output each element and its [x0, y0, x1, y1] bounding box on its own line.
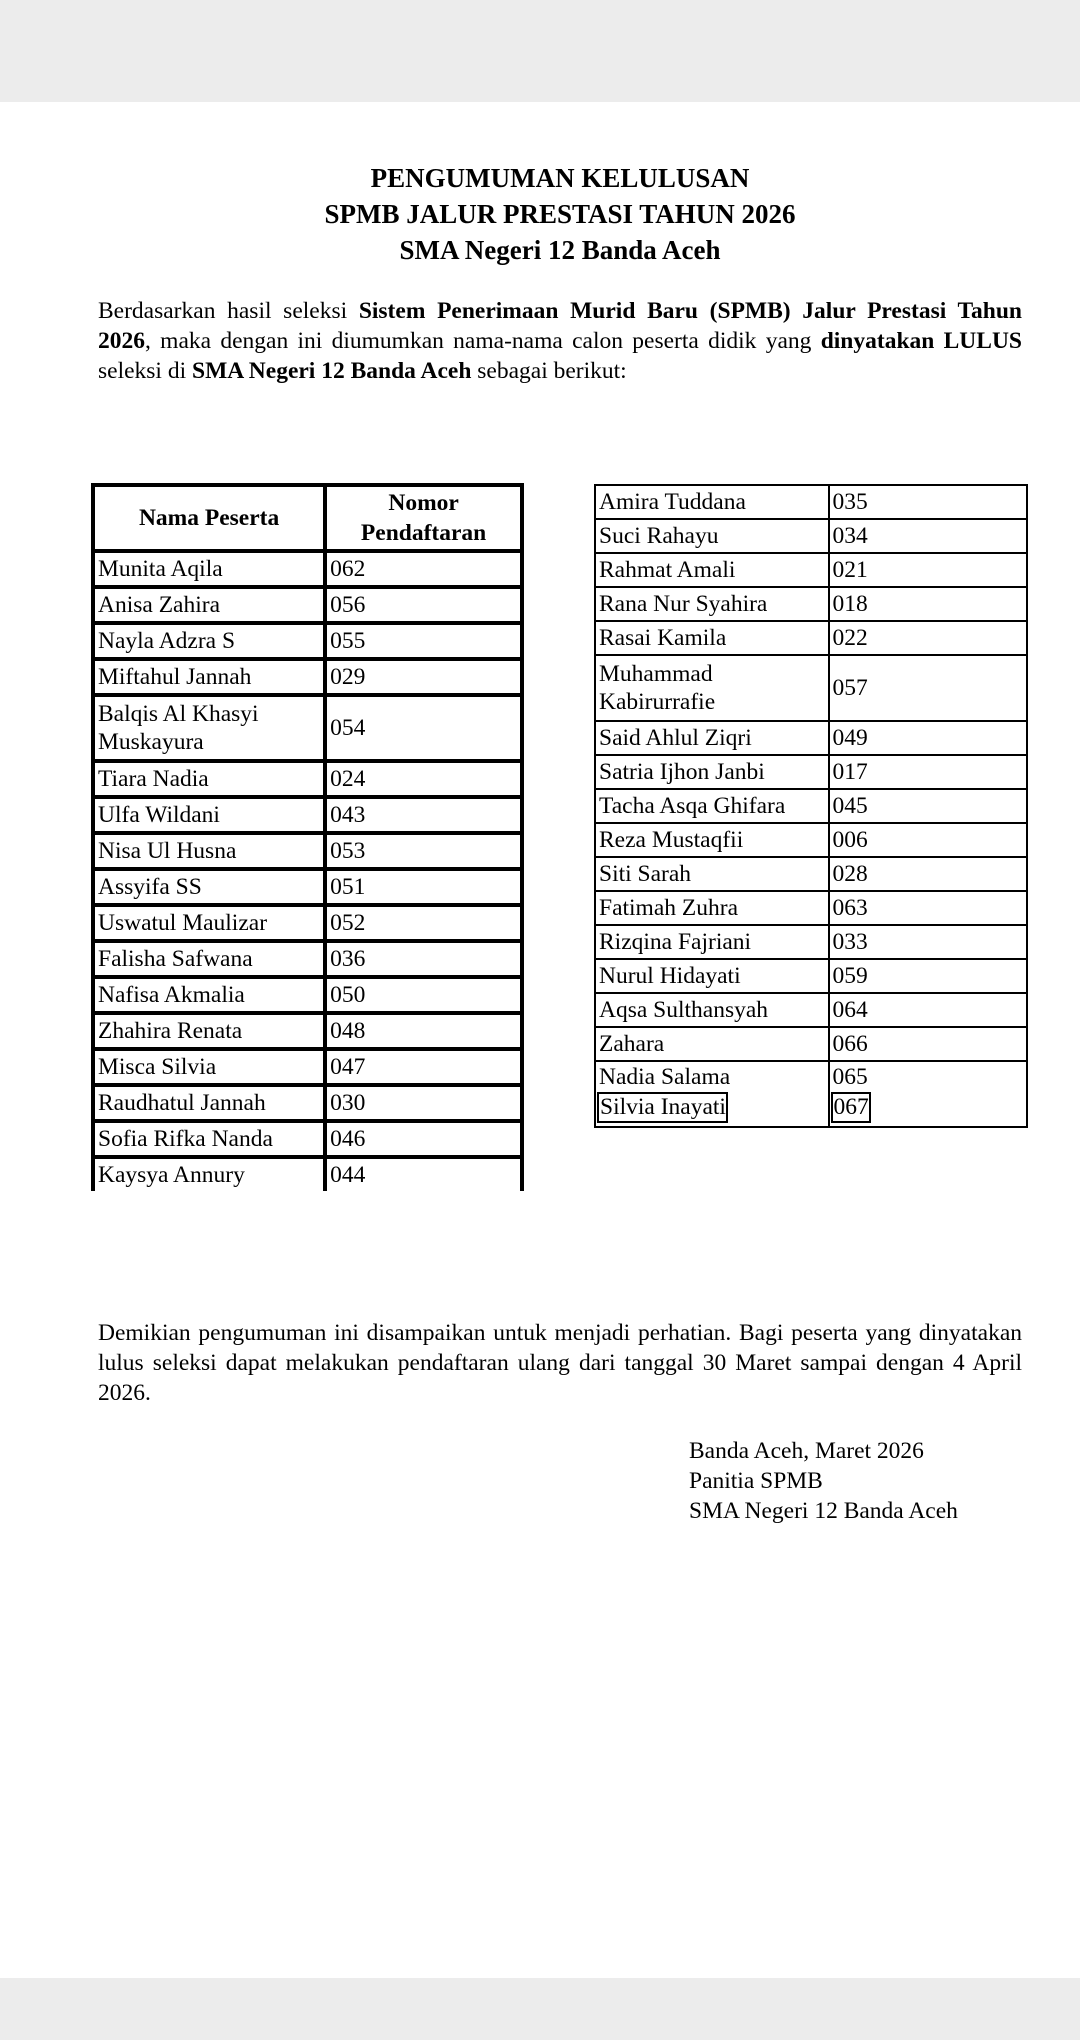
table-row	[595, 1027, 1027, 1061]
table-row	[595, 925, 1027, 959]
registration-number: 056	[325, 587, 522, 623]
participant-name: Rasai Kamila	[595, 621, 829, 655]
participant-name: Munita Aqila	[93, 551, 325, 587]
registration-number: 048	[325, 1013, 522, 1049]
participant-name: Siti Sarah	[595, 857, 829, 891]
intro-paragraph	[98, 296, 1022, 386]
registration-number: 022	[829, 621, 1027, 655]
table-row	[595, 857, 1027, 891]
table-row	[595, 789, 1027, 823]
registration-number: 046	[325, 1121, 522, 1157]
registration-number: 049	[829, 721, 1027, 755]
registration-number: 028	[829, 857, 1027, 891]
participant-name: Anisa Zahira	[93, 587, 325, 623]
announcement-title	[0, 160, 1080, 268]
participant-name-line	[596, 1092, 828, 1123]
table-row	[93, 869, 522, 905]
table-row	[595, 993, 1027, 1027]
registration-number: 033	[829, 925, 1027, 959]
title-line-1: PENGUMUMAN KELULUSAN	[370, 163, 750, 193]
table-row	[595, 755, 1027, 789]
participant-name: Fatimah Zuhra	[595, 891, 829, 925]
registration-number-cell	[829, 1061, 1027, 1127]
signature-block	[689, 1436, 958, 1526]
table-header-row	[93, 485, 522, 551]
participant-name: Aqsa Sulthansyah	[595, 993, 829, 1027]
registration-number: 017	[829, 755, 1027, 789]
participant-name: Ulfa Wildani	[93, 797, 325, 833]
registration-number: 065	[832, 1064, 868, 1090]
registration-number: 050	[325, 977, 522, 1013]
participant-name: Silvia Inayati	[597, 1092, 728, 1123]
participant-name: Said Ahlul Ziqri	[595, 721, 829, 755]
intro-bold-school: SMA Negeri 12 Banda Aceh	[192, 358, 472, 384]
table-row	[93, 1085, 522, 1121]
participant-name: Nurul Hidayati	[595, 959, 829, 993]
registration-number: 047	[325, 1049, 522, 1085]
table-row	[595, 1061, 1027, 1127]
participant-name: Suci Rahayu	[595, 519, 829, 553]
registration-number: 044	[325, 1157, 522, 1191]
participant-name: Assyifa SS	[93, 869, 325, 905]
registration-number: 057	[829, 655, 1027, 721]
participant-name: Amira Tuddana	[595, 485, 829, 519]
header-nama-peserta: Nama Peserta	[93, 485, 325, 551]
registration-number: 021	[829, 553, 1027, 587]
participant-name: Miftahul Jannah	[93, 659, 325, 695]
participant-name: Nisa Ul Husna	[93, 833, 325, 869]
table-row	[93, 695, 522, 761]
table-row	[93, 1013, 522, 1049]
participant-name: Nadia Salama	[599, 1064, 731, 1090]
table-row	[595, 721, 1027, 755]
participant-name: Rana Nur Syahira	[595, 587, 829, 621]
participants-table-right	[594, 484, 1028, 1128]
table-row	[595, 823, 1027, 857]
participant-name: Nayla Adzra S	[93, 623, 325, 659]
intro-text: sebagai berikut:	[471, 358, 627, 384]
registration-number: 064	[829, 993, 1027, 1027]
registration-number: 034	[829, 519, 1027, 553]
registration-number-line	[830, 1092, 1026, 1123]
table-row	[93, 551, 522, 587]
table-row	[595, 891, 1027, 925]
participant-name: Satria Ijhon Janbi	[595, 755, 829, 789]
registration-number: 043	[325, 797, 522, 833]
registration-number: 045	[829, 789, 1027, 823]
table-row	[93, 761, 522, 797]
intro-text: Berdasarkan hasil seleksi	[98, 298, 359, 324]
participant-name: Tiara Nadia	[93, 761, 325, 797]
registration-number: 054	[325, 695, 522, 761]
intro-text: seleksi di	[98, 358, 192, 384]
registration-number: 006	[829, 823, 1027, 857]
signature-place-date: Banda Aceh, Maret 2026	[689, 1438, 924, 1464]
participant-name: Reza Mustaqfii	[595, 823, 829, 857]
registration-number: 053	[325, 833, 522, 869]
table-row	[93, 587, 522, 623]
table-row	[595, 485, 1027, 519]
table-row	[93, 977, 522, 1013]
participant-name: Zahara	[595, 1027, 829, 1061]
participant-name: Raudhatul Jannah	[93, 1085, 325, 1121]
registration-number: 036	[325, 941, 522, 977]
registration-number: 018	[829, 587, 1027, 621]
table-row	[595, 655, 1027, 721]
registration-number: 052	[325, 905, 522, 941]
registration-number: 051	[325, 869, 522, 905]
registration-number: 063	[829, 891, 1027, 925]
participant-name: Rahmat Amali	[595, 553, 829, 587]
participant-name: Kaysya Annury	[93, 1157, 325, 1191]
participant-name: Uswatul Maulizar	[93, 905, 325, 941]
signature-school: SMA Negeri 12 Banda Aceh	[689, 1498, 958, 1524]
registration-number: 067	[831, 1092, 871, 1123]
header-nomor-pendaftaran: Nomor Pendaftaran	[325, 485, 522, 551]
table-row	[93, 905, 522, 941]
participant-name: Muhammad Kabirurrafie	[595, 655, 829, 721]
registration-number: 030	[325, 1085, 522, 1121]
registration-number: 059	[829, 959, 1027, 993]
participant-name: Falisha Safwana	[93, 941, 325, 977]
signature-committee: Panitia SPMB	[689, 1468, 823, 1494]
table-row	[93, 659, 522, 695]
participant-name: Rizqina Fajriani	[595, 925, 829, 959]
table-row	[93, 1157, 522, 1191]
table-row	[93, 1121, 522, 1157]
table-row	[595, 553, 1027, 587]
participant-name: Balqis Al Khasyi Muskayura	[93, 695, 325, 761]
table-row	[595, 587, 1027, 621]
intro-bold-spmb: Sistem Penerimaan Murid Baru (SPMB) Jalur Prestasi Tahun 2026	[98, 298, 1022, 354]
participant-name: Tacha Asqa Ghifara	[595, 789, 829, 823]
participant-name: Sofia Rifka Nanda	[93, 1121, 325, 1157]
registration-number: 024	[325, 761, 522, 797]
table-row	[93, 1049, 522, 1085]
registration-number: 055	[325, 623, 522, 659]
table-row	[93, 833, 522, 869]
closing-paragraph: Demikian pengumuman ini disampaikan untuk menjadi perhatian. Bagi peserta yang dinyatakan lulus seleksi dapat melakukan pendaftaran ulang dari tanggal 30 Maret sampai dengan 4 April 2026.	[98, 1320, 1022, 1406]
intro-bold-lulus: dinyatakan LULUS	[820, 328, 1022, 354]
participants-table-left	[91, 483, 524, 1191]
registration-number: 066	[829, 1027, 1027, 1061]
table-row	[93, 623, 522, 659]
participant-name: Nafisa Akmalia	[93, 977, 325, 1013]
table-row	[595, 621, 1027, 655]
participant-name-cell	[595, 1061, 829, 1127]
participant-name: Misca Silvia	[93, 1049, 325, 1085]
table-row	[595, 959, 1027, 993]
title-line-3: SMA Negeri 12 Banda Aceh	[399, 235, 721, 265]
participant-name: Zhahira Renata	[93, 1013, 325, 1049]
registration-number: 035	[829, 485, 1027, 519]
table-row	[93, 797, 522, 833]
registration-number: 062	[325, 551, 522, 587]
intro-text: , maka dengan ini diumumkan nama-nama calon peserta didik yang	[145, 328, 821, 354]
table-row	[595, 519, 1027, 553]
title-line-2: SPMB JALUR PRESTASI TAHUN 2026	[324, 199, 796, 229]
registration-number: 029	[325, 659, 522, 695]
table-row	[93, 941, 522, 977]
